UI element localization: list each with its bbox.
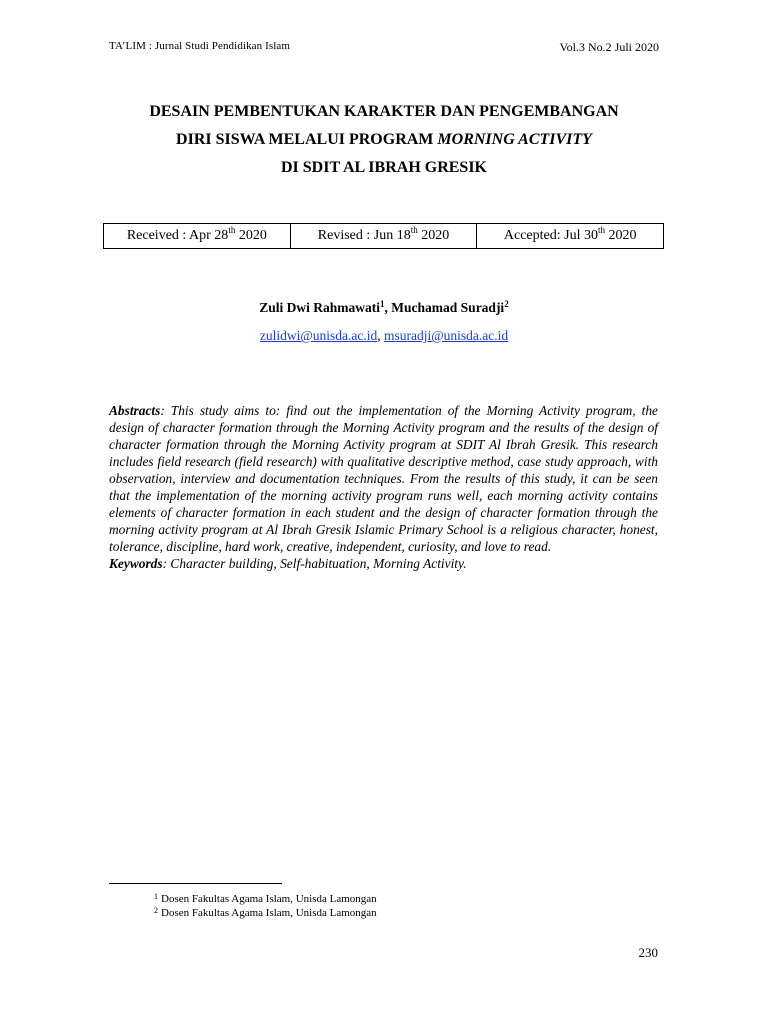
footnote-1 (154, 892, 377, 906)
abstract-label: Abstracts (109, 403, 161, 418)
abstract-text: : This study aims to: find out the implementation of the Morning Activity program, the design of character formation through the Morning Activity program and the results of the design of character formation through the Morning Activity program at SDIT Al Ibrah Gresik. This research includes field research (field research) with qualitative descriptive method, case study approach, with observation, interview and documentation techniques. From the results of this study, it can be seen that the implementation of the morning activity program runs well, each morning activity contains elements of character formation in each student and the design of character formation through the morning activity program at Al Ibrah Gresik Islamic Primary School is a religious character, honest, tolerance, discipline, hard work, creative, independent, curiosity, and love to read. (109, 403, 658, 554)
received-date (104, 224, 291, 248)
title-line-2-text: DIRI SISWA MELALUI PROGRAM (176, 131, 438, 148)
title-line-3: DI SDIT AL IBRAH GRESIK (281, 159, 487, 176)
footnote-1-mark: 1 (154, 892, 158, 901)
author-2-affiliation-mark: 2 (504, 299, 509, 309)
keywords-label: Keywords (109, 556, 163, 571)
revised-date (291, 224, 478, 248)
page-number: 230 (638, 945, 658, 960)
paper-title (90, 98, 678, 182)
author-2: Muchamad Suradji (391, 300, 505, 315)
author-list (0, 300, 768, 316)
revised-date-text: Revised : Jun 18 (317, 228, 411, 243)
footnote-2 (154, 906, 377, 920)
revised-date-sup: th (410, 225, 418, 235)
accepted-date-year: 2020 (604, 228, 637, 243)
title-line-2 (90, 126, 678, 154)
footnote-1-text: Dosen Fakultas Agama Islam, Unisda Lamongan (161, 893, 377, 905)
email-link-2[interactable]: msuradji@unisda.ac.id (384, 328, 509, 343)
author-1-affiliation-mark: 1 (380, 299, 385, 309)
accepted-date (477, 224, 663, 248)
received-date-year: 2020 (235, 228, 267, 243)
footnote-2-mark: 2 (154, 906, 158, 915)
received-date-text: Received : Apr 28 (126, 228, 229, 243)
email-link-1[interactable]: zulidwi@unisda.ac.id (259, 328, 378, 343)
keywords-paragraph (109, 555, 658, 572)
accepted-date-sup: th (597, 225, 605, 235)
author-1: Zuli Dwi Rahmawati (259, 300, 381, 315)
revised-date-year: 2020 (417, 228, 450, 243)
journal-name: TA’LIM : Jurnal Studi Pendidikan Islam (109, 40, 291, 52)
keywords-text: : Character building, Self-habituation, Morning Activity. (162, 556, 467, 571)
abstract-paragraph (109, 402, 658, 555)
journal-issue: Vol.3 No.2 Juli 2020 (559, 40, 659, 54)
author-separator: , (384, 300, 392, 315)
title-line-2-italic: MORNING ACTIVITY (437, 131, 592, 148)
accepted-date-text: Accepted: Jul 30 (503, 228, 598, 243)
footnote-divider (109, 883, 282, 884)
footnote-2-text: Dosen Fakultas Agama Islam, Unisda Lamongan (161, 907, 377, 919)
submission-dates-table (103, 223, 664, 249)
author-emails (0, 328, 768, 344)
footnotes (154, 892, 377, 920)
received-date-sup: th (228, 225, 236, 235)
title-line-1: DESAIN PEMBENTUKAN KARAKTER DAN PENGEMBANGAN (149, 103, 619, 120)
email-separator: , (377, 328, 384, 343)
abstract-section (109, 402, 658, 572)
